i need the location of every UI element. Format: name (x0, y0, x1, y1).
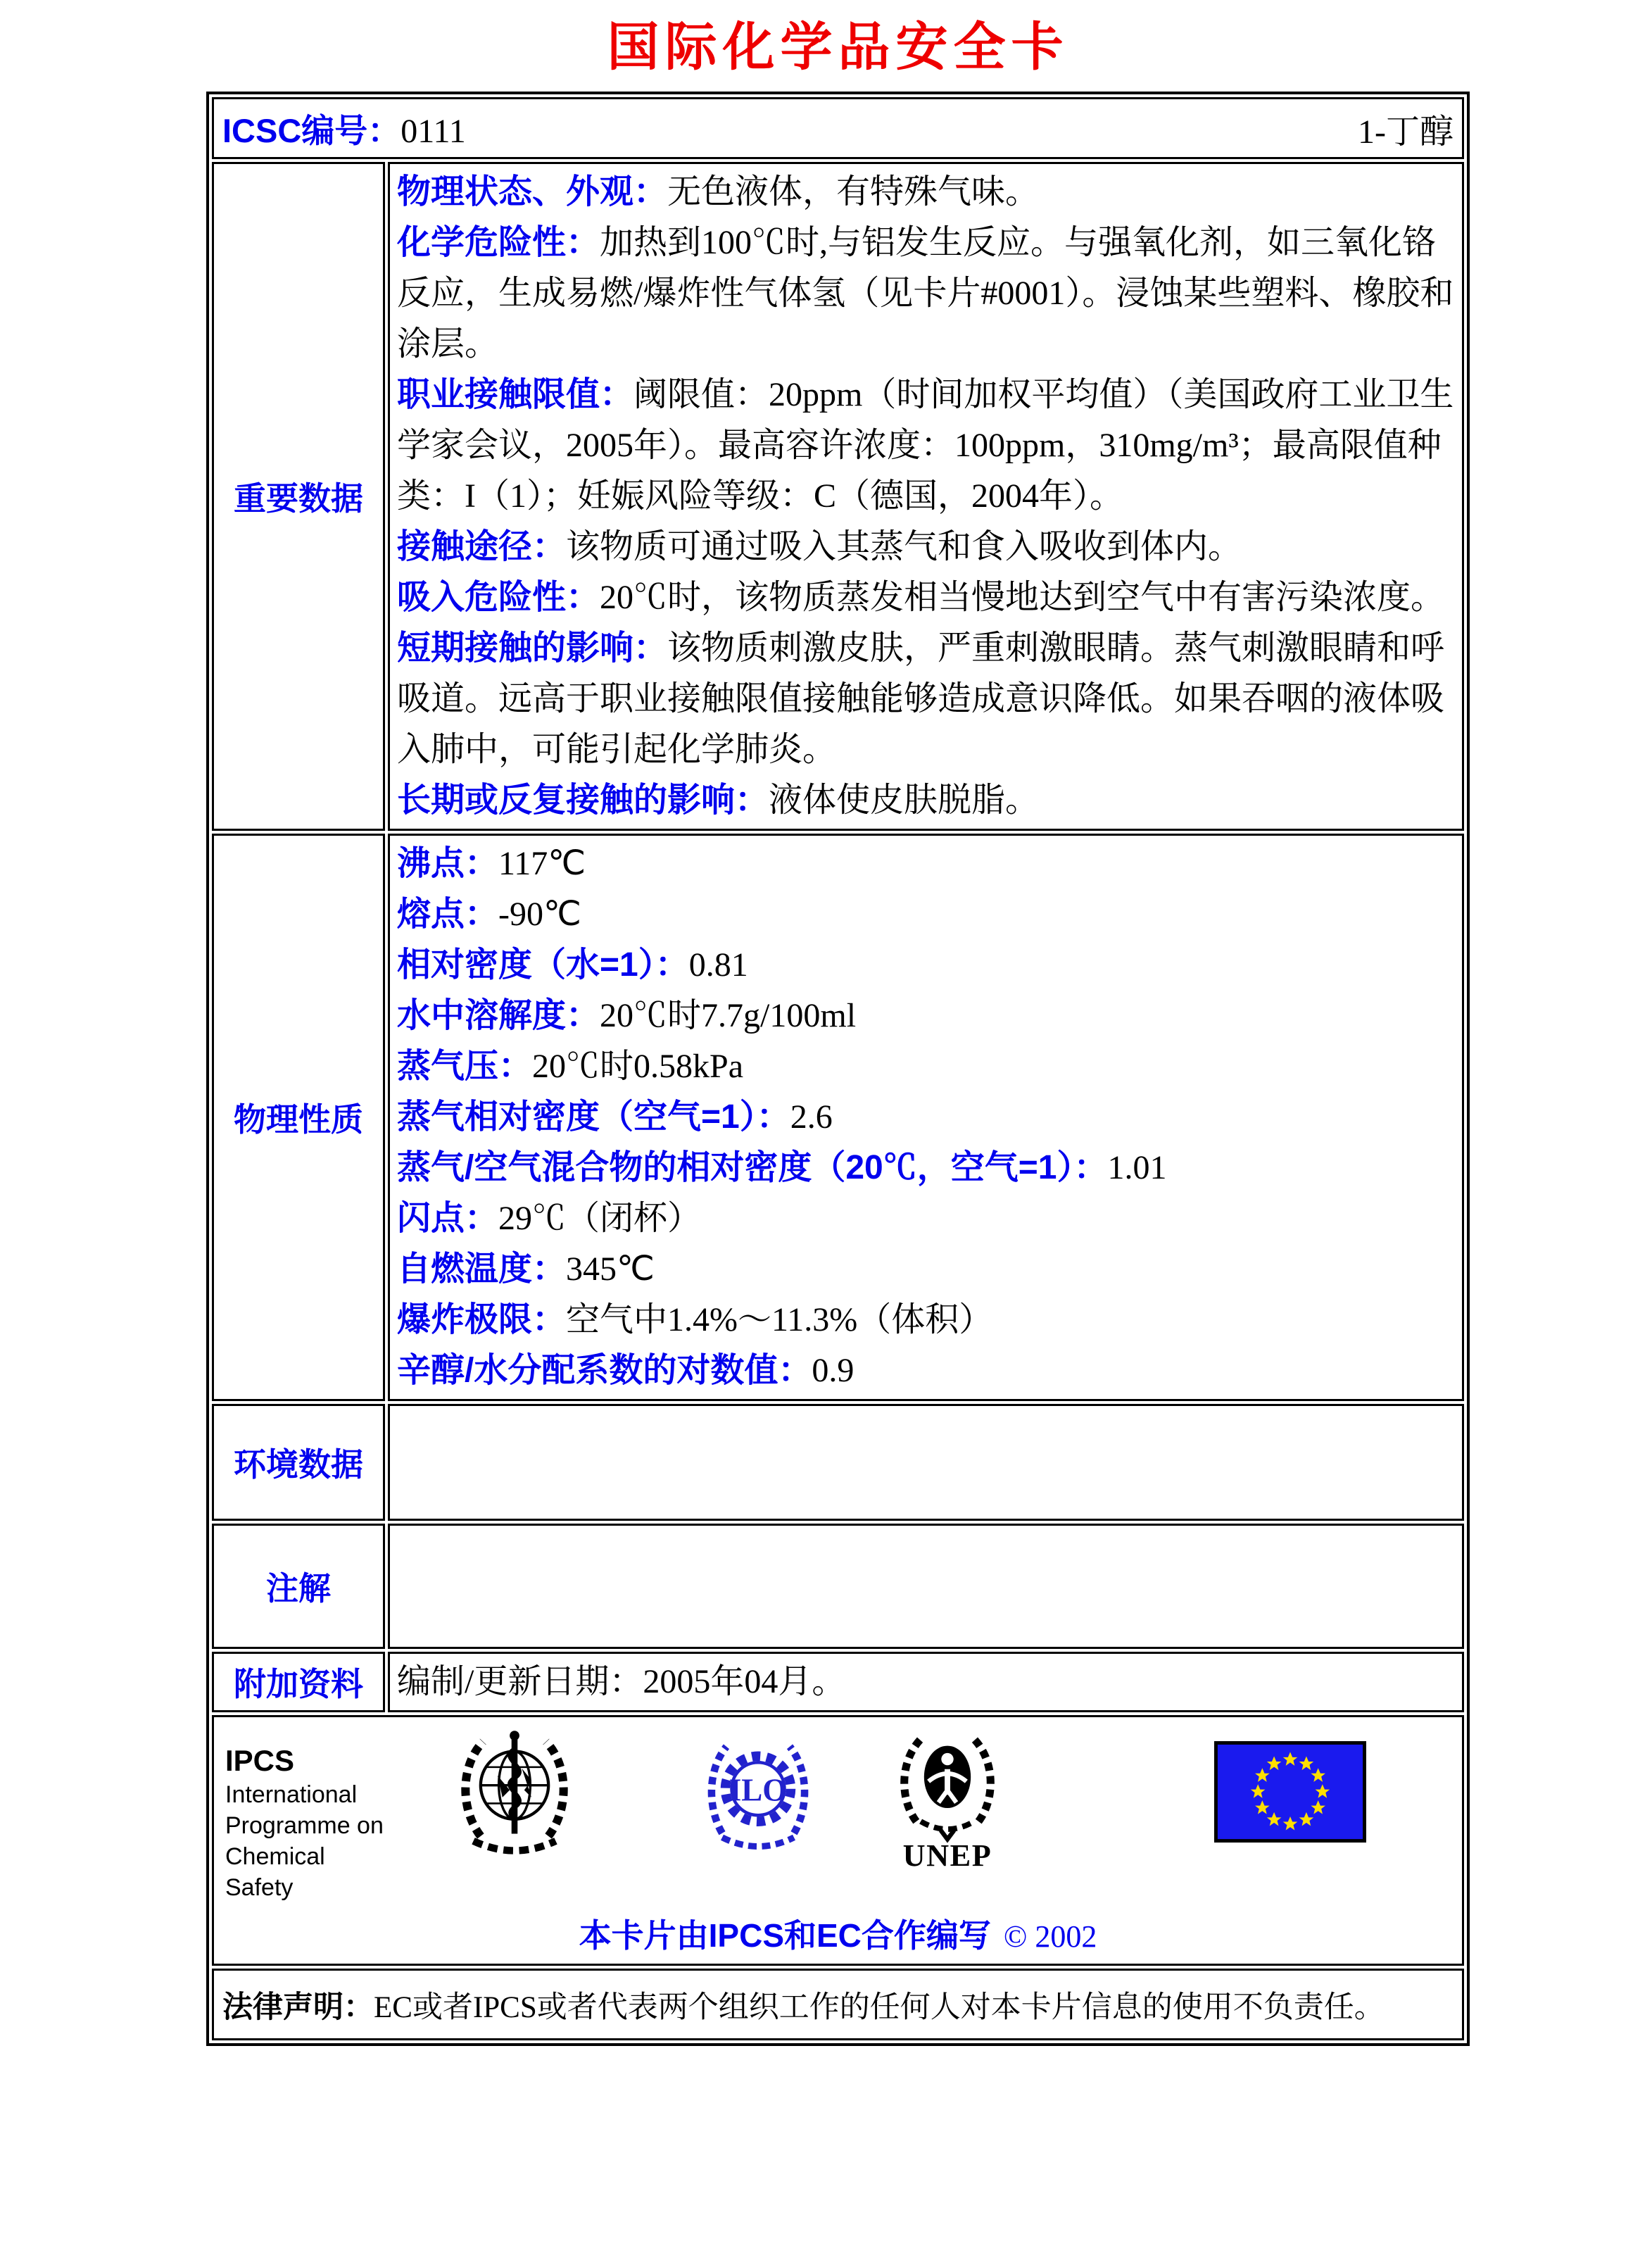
icsc-number-label: ICSC编号： (222, 111, 401, 149)
field-value: 该物质可通过吸入其蒸气和食入吸收到体内。 (566, 528, 1242, 565)
field-octanol-water-partition (397, 1345, 1455, 1396)
icsc-card-sheet (206, 18, 1470, 2046)
field-value: 加热到100℃时,与铝发生反应。与强氧化剂，如三氧化铬反应，生成易燃/爆炸性气体氢（见卡片#0001）。浸蚀某些塑料、橡胶和涂层。 (397, 224, 1454, 363)
field-value: 2.6 (790, 1098, 833, 1136)
field-label: 闪点： (397, 1200, 499, 1237)
footer-logos-row (212, 1715, 1464, 1966)
update-date-label: 编制/更新日期： (397, 1663, 643, 1700)
ilo-letters: ILO (729, 1772, 788, 1808)
field-water-solubility (397, 991, 1455, 1041)
eu-flag-icon (1214, 1741, 1366, 1843)
field-label: 爆炸极限： (397, 1301, 567, 1338)
field-label: 蒸气/空气混合物的相对密度（20℃，空气=1）： (397, 1149, 1108, 1186)
physical-properties-content (388, 834, 1464, 1401)
field-flash-point (397, 1193, 1455, 1244)
field-value: 345℃ (566, 1250, 655, 1288)
field-value: 20℃时，该物质蒸发相当慢地达到空气中有害污染浓度。 (600, 579, 1445, 616)
important-data-content (388, 162, 1464, 831)
additional-info-row (212, 1652, 1464, 1712)
field-chemical-dangers (397, 218, 1455, 370)
field-label: 沸点： (397, 845, 499, 882)
field-occupational-exposure-limits (397, 370, 1455, 522)
field-melting-point (397, 889, 1455, 940)
chemical-name: 1-丁醇 (1358, 113, 1454, 151)
field-label: 接触途径： (397, 528, 567, 565)
field-vapour-air-mixture-density (397, 1143, 1455, 1193)
legal-notice-label: 法律声明： (222, 1990, 374, 2024)
field-label: 蒸气压： (397, 1048, 533, 1085)
field-autoignition-temperature (397, 1244, 1455, 1295)
field-value: 该物质刺激皮肤，严重刺激眼睛。蒸气刺激眼睛和呼吸道。远高于职业接触限值接触能够造成意识降低。如果吞咽的液体吸入肺中，可能引起化学肺炎。 (397, 629, 1445, 768)
field-boiling-point (397, 839, 1455, 889)
notes-row (212, 1524, 1464, 1649)
legal-notice-row (212, 1969, 1464, 2040)
field-label: 熔点： (397, 896, 499, 933)
environmental-data-row (212, 1404, 1464, 1521)
header-cell (212, 97, 1464, 159)
field-value: 0.81 (688, 946, 748, 984)
update-date-value: 2005年04月。 (643, 1663, 846, 1700)
section-heading-important: 重要数据 (212, 162, 385, 831)
field-value: 阈限值：20ppm（时间加权平均值）（美国政府工业卫生学家会议，2005年）。最高容许浓度：100ppm，310mg/m³；最高限值种类：I（1）；妊娠风险等级：C（德国，2004年）。 (397, 376, 1454, 515)
ipcs-text-block (225, 1727, 391, 1903)
field-label: 物理状态、外观： (397, 173, 668, 211)
field-value: 空气中1.4%～11.3%（体积） (566, 1301, 993, 1338)
field-value: 无色液体，有特殊气味。 (667, 173, 1040, 211)
physical-properties-row (212, 834, 1464, 1401)
legal-notice-cell (212, 1969, 1464, 2040)
field-short-term-effects (397, 623, 1455, 775)
section-heading-environment: 环境数据 (212, 1404, 385, 1521)
field-value: 20℃时0.58kPa (532, 1048, 744, 1085)
field-value: 29℃（闭杯） (498, 1200, 702, 1237)
field-inhalation-risk (397, 572, 1455, 623)
icsc-card-table (206, 92, 1470, 2046)
notes-content (388, 1524, 1464, 1649)
ipcs-line: International (225, 1781, 358, 1808)
header-row (212, 97, 1464, 159)
field-label: 蒸气相对密度（空气=1）： (397, 1098, 790, 1136)
field-label: 化学危险性： (397, 224, 600, 261)
copyright-text: © 2002 (1003, 1919, 1097, 1954)
field-label: 吸入危险性： (397, 579, 600, 616)
unep-letters: UNEP (902, 1838, 992, 1874)
field-label: 相对密度（水=1）： (397, 946, 689, 984)
field-explosive-limits (397, 1295, 1455, 1345)
field-label: 短期接触的影响： (397, 629, 668, 667)
field-value: -90℃ (498, 896, 581, 933)
field-label: 水中溶解度： (397, 997, 600, 1034)
section-heading-notes: 注解 (212, 1524, 385, 1649)
field-physical-state (397, 167, 1455, 218)
field-value: 117℃ (498, 845, 586, 882)
icsc-number-group (222, 105, 466, 152)
additional-info-content (388, 1652, 1464, 1712)
field-label: 自燃温度： (397, 1250, 567, 1288)
environmental-data-content (388, 1404, 1464, 1521)
cooperation-caption: 本卡片由IPCS和EC合作编写 (579, 1917, 991, 1954)
ipcs-abbr: IPCS (225, 1744, 295, 1777)
field-value: 20℃时7.7g/100ml (600, 997, 857, 1034)
field-label: 长期或反复接触的影响： (397, 782, 769, 819)
field-vapour-relative-density (397, 1092, 1455, 1143)
icsc-number-value: 0111 (401, 112, 466, 150)
important-data-row (212, 162, 1464, 831)
footer-cell (212, 1715, 1464, 1966)
unep-logo-icon (892, 1727, 1003, 1874)
ipcs-line: Programme on (225, 1812, 384, 1839)
field-relative-density (397, 940, 1455, 991)
field-value: 液体使皮肤脱脂。 (769, 782, 1040, 819)
logo-row (225, 1727, 1451, 1903)
field-vapour-pressure (397, 1041, 1455, 1092)
legal-notice-text: EC或者IPCS或者代表两个组织工作的任何人对本卡片信息的使用不负责任。 (374, 1990, 1385, 2024)
section-heading-physical: 物理性质 (212, 834, 385, 1401)
field-value: 1.01 (1107, 1149, 1167, 1186)
page-title: 国际化学品安全卡 (607, 19, 1069, 77)
field-label: 辛醇/水分配系数的对数值： (397, 1352, 812, 1389)
field-routes-of-exposure (397, 522, 1455, 572)
field-value: 0.9 (812, 1352, 855, 1389)
field-label: 职业接触限值： (397, 376, 634, 413)
caption-row (225, 1910, 1451, 1957)
ilo-logo-icon (705, 1727, 811, 1866)
who-logo-icon (454, 1727, 575, 1866)
field-long-term-effects (397, 775, 1455, 826)
section-heading-additional: 附加资料 (212, 1652, 385, 1712)
ipcs-line: Chemical Safety (225, 1843, 325, 1901)
